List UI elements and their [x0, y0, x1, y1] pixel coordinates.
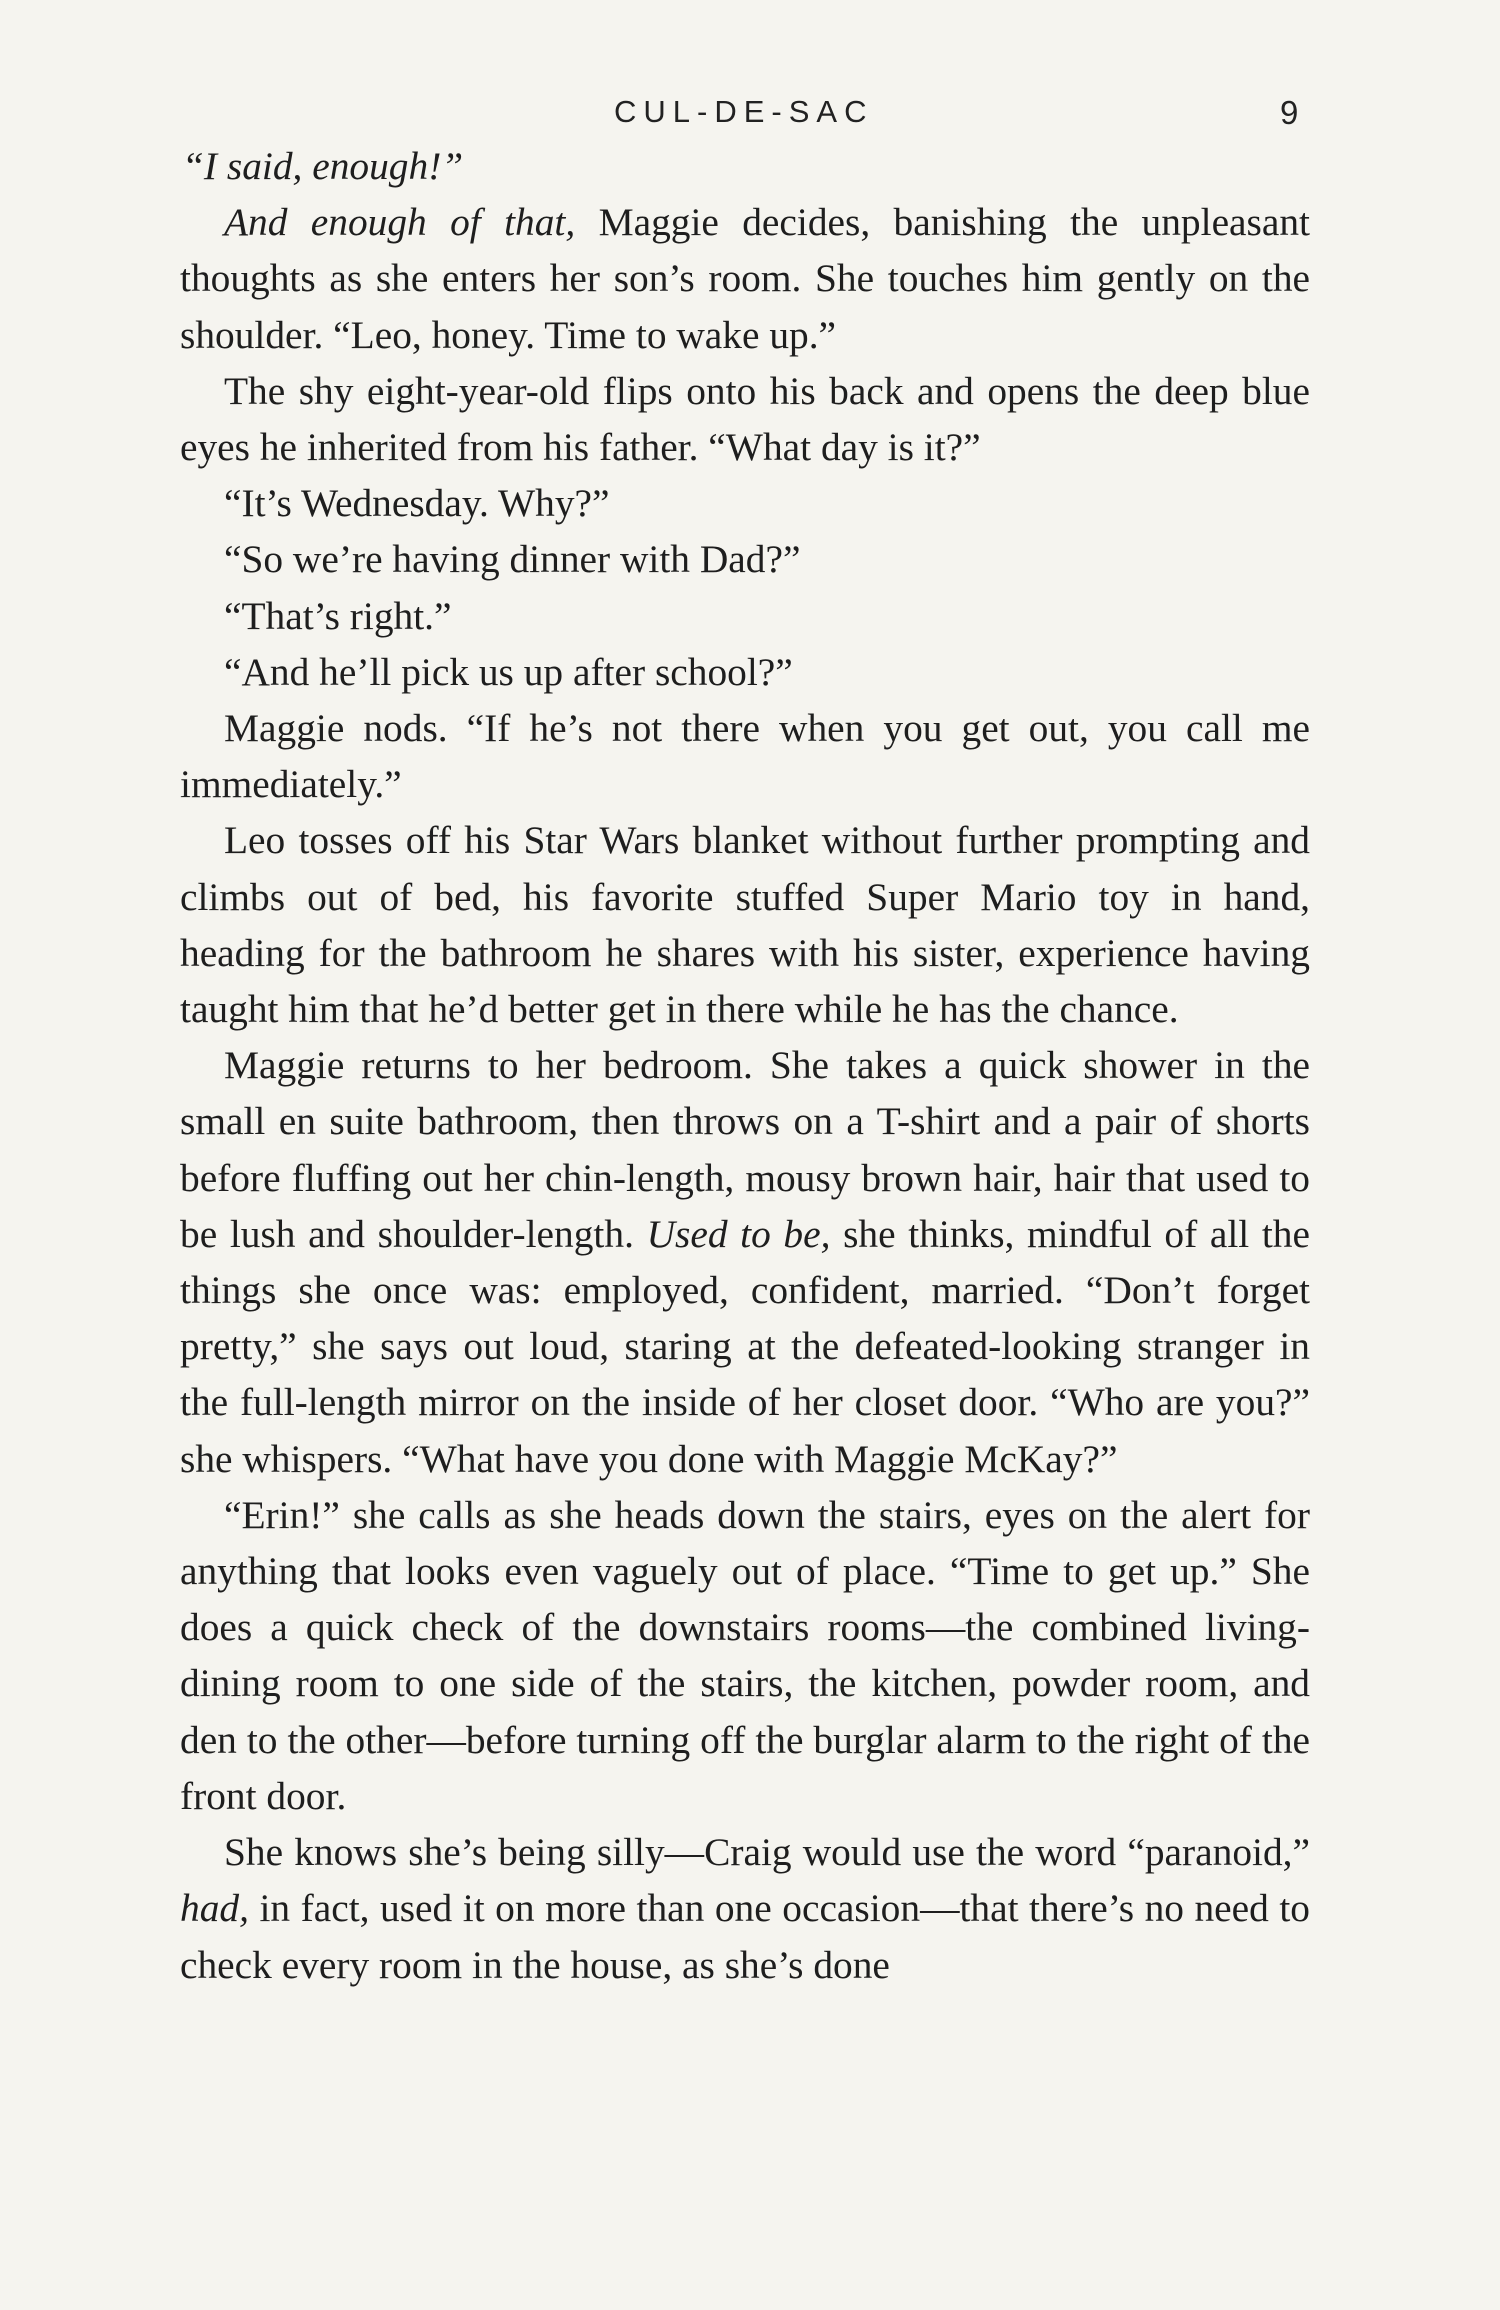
paragraph — [180, 588, 1310, 644]
paragraph — [180, 138, 1310, 194]
paragraph — [180, 1487, 1310, 1824]
text-run: She knows she’s being silly—Craig would use the word “paranoid,” — [224, 1830, 1310, 1875]
paragraph — [180, 1824, 1310, 1993]
text-run: “That’s right.” — [224, 593, 452, 638]
text-run: in fact, used it on more than one occasion—that there’s no need to check every room in the house, as she’s done — [180, 1886, 1310, 1987]
paragraph — [180, 363, 1310, 475]
paragraph — [180, 700, 1310, 812]
paragraph — [180, 194, 1310, 363]
text-run: “So we’re having dinner with Dad?” — [224, 537, 801, 582]
page-number: 9 — [1280, 94, 1299, 131]
italic-text: had, — [180, 1886, 249, 1931]
text-run: Maggie returns to her bedroom. She takes a quick shower in the small en suite bathroom, then throws on a T-shirt and a pair of shorts before fluffing out her chin-length, mousy brown hair, hair that used to be lush and shoulder-length. — [180, 1043, 1310, 1256]
paragraph — [180, 644, 1310, 700]
paragraph — [180, 812, 1310, 1037]
text-run: she thinks, mindful of all the things she once was: employed, confident, married. “Don’t forget pretty,” she says out loud, staring at the defeated-looking stranger in the full-length mirror on the inside of her closet door. “Who are you?” she whispers. “What have you done with Maggie McKay?” — [180, 1211, 1310, 1481]
running-head — [0, 94, 1500, 144]
text-run: The shy eight-year-old flips onto his back and opens the deep blue eyes he inherited from his father. “What day is it?” — [180, 368, 1310, 470]
italic-text: “I said, enough!” — [182, 144, 464, 188]
text-run: “Erin!” she calls as she heads down the stairs, eyes on the alert for anything that looks even vaguely out of place. “Time to get up.” She does a quick check of the downstairs rooms—the combined living-dining room to one side of the stairs, the kitchen, powder room, and den to the other—before turning off the burglar alarm to the right of the front door. — [180, 1492, 1310, 1818]
text-run: Maggie decides, banishing the unpleasant thoughts as she enters her son’s room. She touches him gently on the shoulder. “Leo, honey. Time to wake up.” — [180, 200, 1310, 357]
text-run: “It’s Wednesday. Why?” — [224, 481, 610, 526]
paragraph — [180, 475, 1310, 531]
paragraph — [180, 1037, 1310, 1487]
body-text — [180, 138, 1310, 1993]
italic-text: Used to be, — [646, 1211, 831, 1256]
italic-text: And enough of that, — [224, 200, 576, 245]
running-head-title: CUL-DE-SAC — [614, 94, 874, 129]
text-run: Maggie nods. “If he’s not there when you get out, you call me immediately.” — [180, 706, 1310, 807]
text-run: Leo tosses off his Star Wars blanket without further prompting and climbs out of bed, his favorite stuffed Super Mario toy in hand, heading for the bathroom he shares with his sister, experience having taught him that he’d better get in there while he has the chance. — [180, 818, 1310, 1032]
paragraph — [180, 531, 1310, 587]
text-run: “And he’ll pick us up after school?” — [224, 649, 793, 694]
